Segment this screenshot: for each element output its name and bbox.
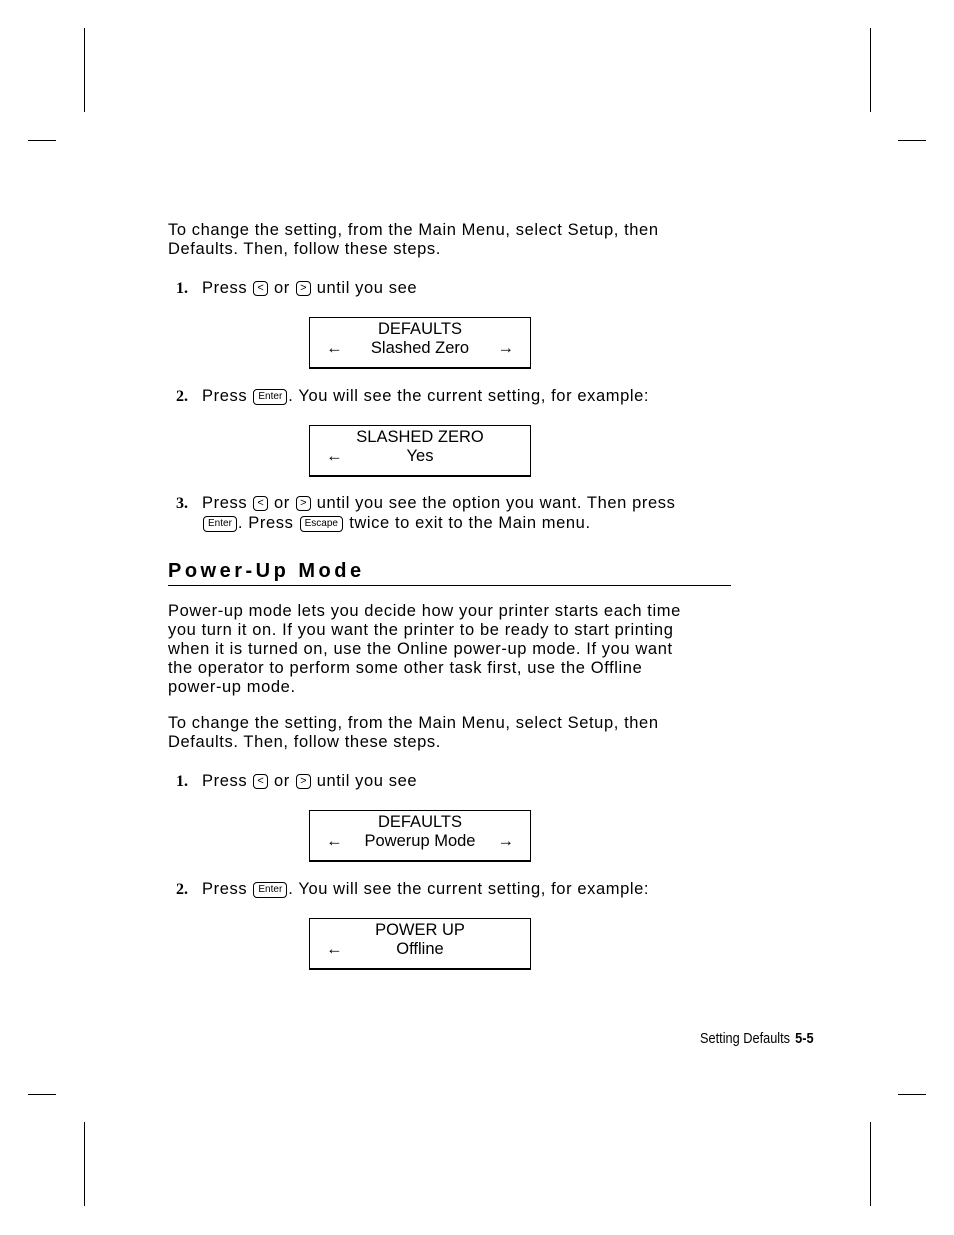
step-text: until you see xyxy=(316,279,418,297)
step-text: Press xyxy=(202,279,248,297)
left-arrow-icon: ← xyxy=(326,447,343,465)
step-number: 1. xyxy=(176,280,188,297)
lcd-display xyxy=(309,918,531,970)
crop-mark xyxy=(84,1122,85,1206)
lcd-line-1: DEFAULTS xyxy=(377,320,463,338)
right-key-icon: > xyxy=(296,496,310,511)
step-text: or xyxy=(274,279,290,297)
lcd-line-2: Yes xyxy=(406,447,434,465)
left-arrow-icon: ← xyxy=(326,832,343,850)
lcd-display xyxy=(309,425,531,477)
heading-rule xyxy=(168,585,731,586)
lcd-display xyxy=(309,810,531,862)
crop-mark xyxy=(28,140,56,141)
description-paragraph: Power-up mode lets you decide how your printer starts each time you turn it on. If you want the printer to be ready to start printing when it is turned on, use the Online power-up mode. If you want the operator to perform some other task first, use the Offline power-up mode. xyxy=(168,602,681,696)
lcd-line-1: DEFAULTS xyxy=(377,813,463,831)
right-key-icon: > xyxy=(296,281,310,296)
step-number: 1. xyxy=(176,773,188,790)
right-arrow-icon: → xyxy=(497,339,514,357)
step-2 xyxy=(176,387,649,406)
step-text: . You will see the current setting, for example: xyxy=(288,387,650,405)
enter-key-icon: Enter xyxy=(203,516,237,532)
footer-title: Setting Defaults xyxy=(700,1030,791,1047)
step-text: or xyxy=(274,494,290,512)
crop-mark xyxy=(870,1122,871,1206)
page-number: 5-5 xyxy=(795,1030,814,1047)
right-key-icon: > xyxy=(296,774,310,789)
enter-key-icon: Enter xyxy=(253,882,287,898)
step-text: . Press xyxy=(237,514,294,532)
lcd-line-1: POWER UP xyxy=(375,921,465,939)
left-key-icon: < xyxy=(253,774,267,789)
step-number: 3. xyxy=(176,495,188,512)
lcd-line-2: Slashed Zero xyxy=(370,339,470,357)
step-1 xyxy=(176,279,417,298)
page-footer xyxy=(700,1030,814,1047)
crop-mark xyxy=(898,140,926,141)
step-text: twice to exit to the Main menu. xyxy=(349,514,591,532)
crop-mark xyxy=(898,1094,926,1095)
step-text: until you see the option you want. Then press xyxy=(316,494,676,512)
step-text: Press xyxy=(202,387,248,405)
step-1 xyxy=(176,772,417,791)
lcd-line-2: Offline xyxy=(396,940,444,958)
step-text: Press xyxy=(202,494,248,512)
left-key-icon: < xyxy=(253,496,267,511)
intro-paragraph: To change the setting, from the Main Menu, select Setup, then Defaults. Then, follow these steps. xyxy=(168,714,659,751)
enter-key-icon: Enter xyxy=(253,389,287,405)
left-key-icon: < xyxy=(253,281,267,296)
left-arrow-icon: ← xyxy=(326,940,343,958)
step-text: Press xyxy=(202,772,248,790)
step-text: Press xyxy=(202,880,248,898)
section-heading: Power-Up Mode xyxy=(168,560,365,582)
lcd-display xyxy=(309,317,531,369)
crop-mark xyxy=(84,28,85,112)
left-arrow-icon: ← xyxy=(326,339,343,357)
step-text: until you see xyxy=(316,772,418,790)
step-text: . You will see the current setting, for example: xyxy=(288,880,650,898)
step-text: or xyxy=(274,772,290,790)
lcd-line-1: SLASHED ZERO xyxy=(356,428,484,446)
step-3-continued xyxy=(202,514,591,533)
crop-mark xyxy=(870,28,871,112)
escape-key-icon: Escape xyxy=(300,516,343,532)
step-3 xyxy=(176,494,675,513)
right-arrow-icon: → xyxy=(497,832,514,850)
crop-mark xyxy=(28,1094,56,1095)
step-number: 2. xyxy=(176,388,188,405)
intro-paragraph: To change the setting, from the Main Menu, select Setup, then Defaults. Then, follow these steps. xyxy=(168,221,659,258)
step-number: 2. xyxy=(176,881,188,898)
step-2 xyxy=(176,880,649,899)
lcd-line-2: Powerup Mode xyxy=(364,832,476,850)
